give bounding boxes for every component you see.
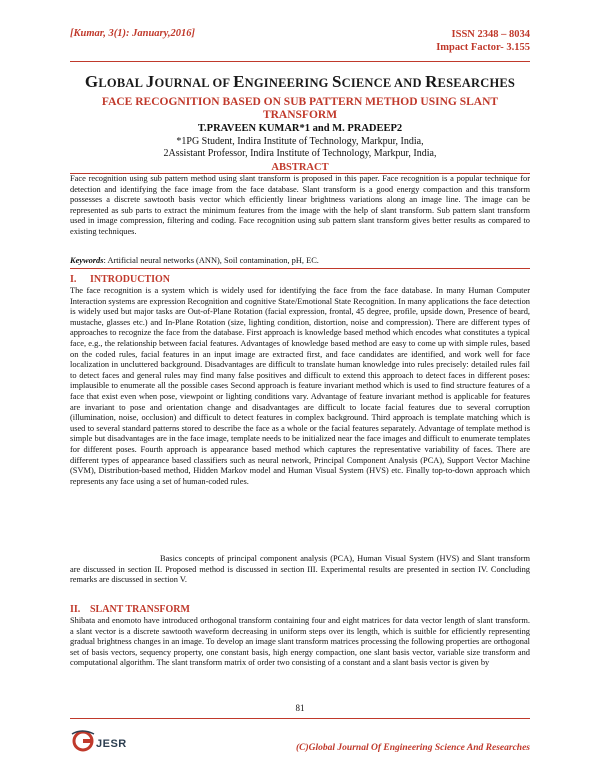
paper-title: FACE RECOGNITION BASED ON SUB PATTERN METHOD USING SLANT TRANSFORM [101, 96, 499, 121]
abstract-heading: ABSTRACT [271, 162, 329, 173]
journal-title: GLOBAL JOURNAL OF ENGINEERING SCIENCE AND RESEARCHES [84, 72, 516, 91]
impact-factor: Impact Factor- 3.155 [436, 42, 530, 53]
footer-rule [70, 718, 530, 719]
keywords [70, 256, 530, 265]
section-2-heading: II. SLANT TRANSFORM [70, 604, 190, 615]
issn-block [436, 28, 530, 54]
section-1-heading: I. INTRODUCTION [70, 274, 171, 285]
section-1-paragraph-1: The face recognition is a system which is widely used for identifying the face from the face database. In many Human Computer Interaction systems are expression Recognition and cognitive State/Emotional State Recognition. In many applications the face detection is widely used but major tasks are Out-of-Plane Rotation (facial expression, frontal, 45 degree, profile, upside down, Presence of beard, mustache, glasses etc.) and In-Plane Rotation (size, lighting condition, distortion, noise and compression). There are different types of approaches to recognize the face from the database. First approach is knowledge based method which encodes what constitutes a typical face, e.g., the relationship between facial features. Advantages of knowledge based method are easy to come up with simple rules, based on the coded rules, facial features in an input image are extracted first, and face candidates are identified, and work well for face localization in uncluttered background. Disadvantages are difficult to translate human knowledge into rules precisely: detailed rules fail to detect faces and general rules may find many false positives and difficult to extend this approach to detect faces in different poses: implausible to enumerate all the possible cases Second approach is feature invariant method which is used to find structure features of a face that exist even when pose, viewpoint or lighting conditions vary. Advantage of feature invariant method is applicable for features are invariant to pose and orientation change and disadvantages are difficult to locate facial features due to several corruption (illumination, noise, occlusion) and difficult to detect features in complex background. Third approach is template matching which is used to several standard patterns stored to describe the face as a whole or the facial features separately. Advantage of template method is simple but disadvantages are in the face image, template needs to be initialized near the face images and difficult to enumerate templates for different poses. Fourth approach is appearance based method which captures the representative variability of faces. There are different types of appearance based classifiers such as neural network, Principal Component Analysis (PCA), Support Vector Machine (SVM), Distribution-based method, Hidden Markov model and Human Visual System (HVS) etc. Finally top-to-down approach which represents any face using a set of human-coded rules. [70, 286, 530, 486]
issn: ISSN 2348 – 8034 [451, 29, 530, 40]
header-rule [70, 61, 530, 62]
authors: T.PRAVEEN KUMAR*1 and M. PRADEEP2 [197, 123, 403, 134]
abstract-text: Face recognition using sub pattern method using slant transform is proposed in this paper. Face recognition is a popular technique for detection and identifying the face image from the face database. Slant transform is a good energy compaction and this transform possesses a discrete sawtooth basis vector which efficiently linear brightness variations along an image line. The image can be represented as sub parts to extract the minimum features from the image with the help of slant transform. Sub pattern slant transform used in image compression, filtering and coding. Face recognition using sub pattern slant transform gives better results as compared to existing techniques. [70, 174, 530, 236]
keywords-text: : Artificial neural networks (ANN), Soil contamination, pH, EC. [103, 256, 319, 265]
section-2-paragraph-1: Shibata and enomoto have introduced orthogonal transform containing four and eight matrices for data vector length of slant transform. a slant vector is a discrete sawtooth waveform decreasing in uniform steps over its length, which is suitble for efficiently representing gradual brightness changes in an image. To develop an image slant transform matrices processing the following properties are orthogonal set of basis vectors, sequency property, one constant basis, high energy compaction, one slant basis vector, variable size transform and computational algorithm. The slant transform matrix of order two consisting of a constant and a slant basis vector is given by [70, 616, 530, 668]
logo-text: JESR [96, 738, 127, 750]
page-header [70, 28, 530, 64]
affiliation-2: 2Assistant Professor, Indira Institute of Technology, Markpur, India, [163, 148, 437, 159]
footer-copyright: (C)Global Journal Of Engineering Science And Researches [296, 743, 530, 753]
page-number: 81 [295, 703, 305, 713]
section-1-paragraph-2: Basics concepts of principal component analysis (PCA), Human Visual System (HVS) and Slant transform are discussed in section II. Proposed method is discussed in section III. Experimental results are presented in section IV. Concluding remarks are discussed in section V. [70, 554, 530, 585]
keywords-label: Keywords [70, 256, 104, 265]
affiliation-1: *1PG Student, Indira Institute of Technology, Markpur, India, [176, 136, 424, 147]
citation: [Kumar, 3(1): January,2016] [70, 28, 196, 39]
keywords-rule [70, 268, 530, 269]
